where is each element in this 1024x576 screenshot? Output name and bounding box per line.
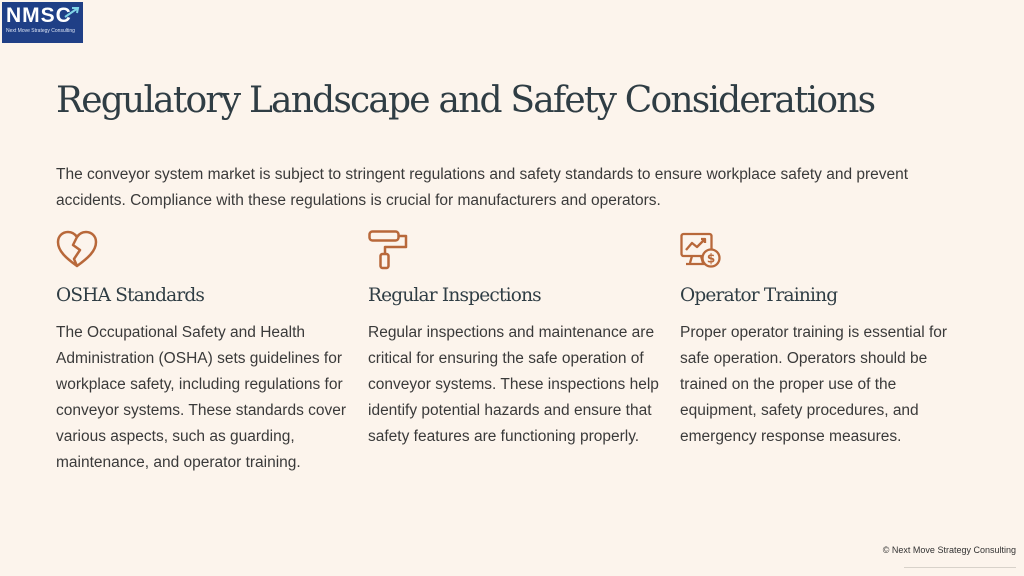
card-body: Regular inspections and maintenance are critical for ensuring the safe operation of conveyor systems. These inspections help identify potential hazards and ensure that safety features are functioning properly. [368,324,659,445]
card-regular-inspections [368,230,659,445]
card-osha-standards [56,230,347,471]
card-operator-training [680,230,970,445]
page-title: Regulatory Landscape and Safety Considerations [56,80,875,121]
broken-heart-icon [56,230,98,270]
intro-paragraph: The conveyor system market is subject to stringent regulations and safety standards to ensure workplace safety and prevent accidents. Compliance with these regulations is crucial for manufacturers and operators. [56,166,909,209]
logo-tagline: Next Move Strategy Consulting [6,28,75,34]
card-heading: Operator Training [680,285,838,306]
card-heading: Regular Inspections [368,285,541,306]
card-body: Proper operator training is essential for safe operation. Operators should be trained on the proper use of the equipment, safety procedures, and emergency response measures. [680,324,948,445]
logo-text: NMSC [6,4,72,27]
footer-divider [904,567,1016,568]
copyright-footer: © Next Move Strategy Consulting [882,545,1016,555]
card-body: The Occupational Safety and Health Administration (OSHA) sets guidelines for workplace safety, including regulations for conveyor systems. These standards cover various aspects, such as guarding, maintenance, and operator training. [56,324,347,471]
company-logo [2,2,83,43]
card-heading: OSHA Standards [56,285,205,306]
monitor-dollar-chart-icon [680,230,722,270]
logo-arrow-icon [64,6,80,18]
svg-text:$: $ [706,251,716,266]
paint-roller-icon [368,230,410,270]
